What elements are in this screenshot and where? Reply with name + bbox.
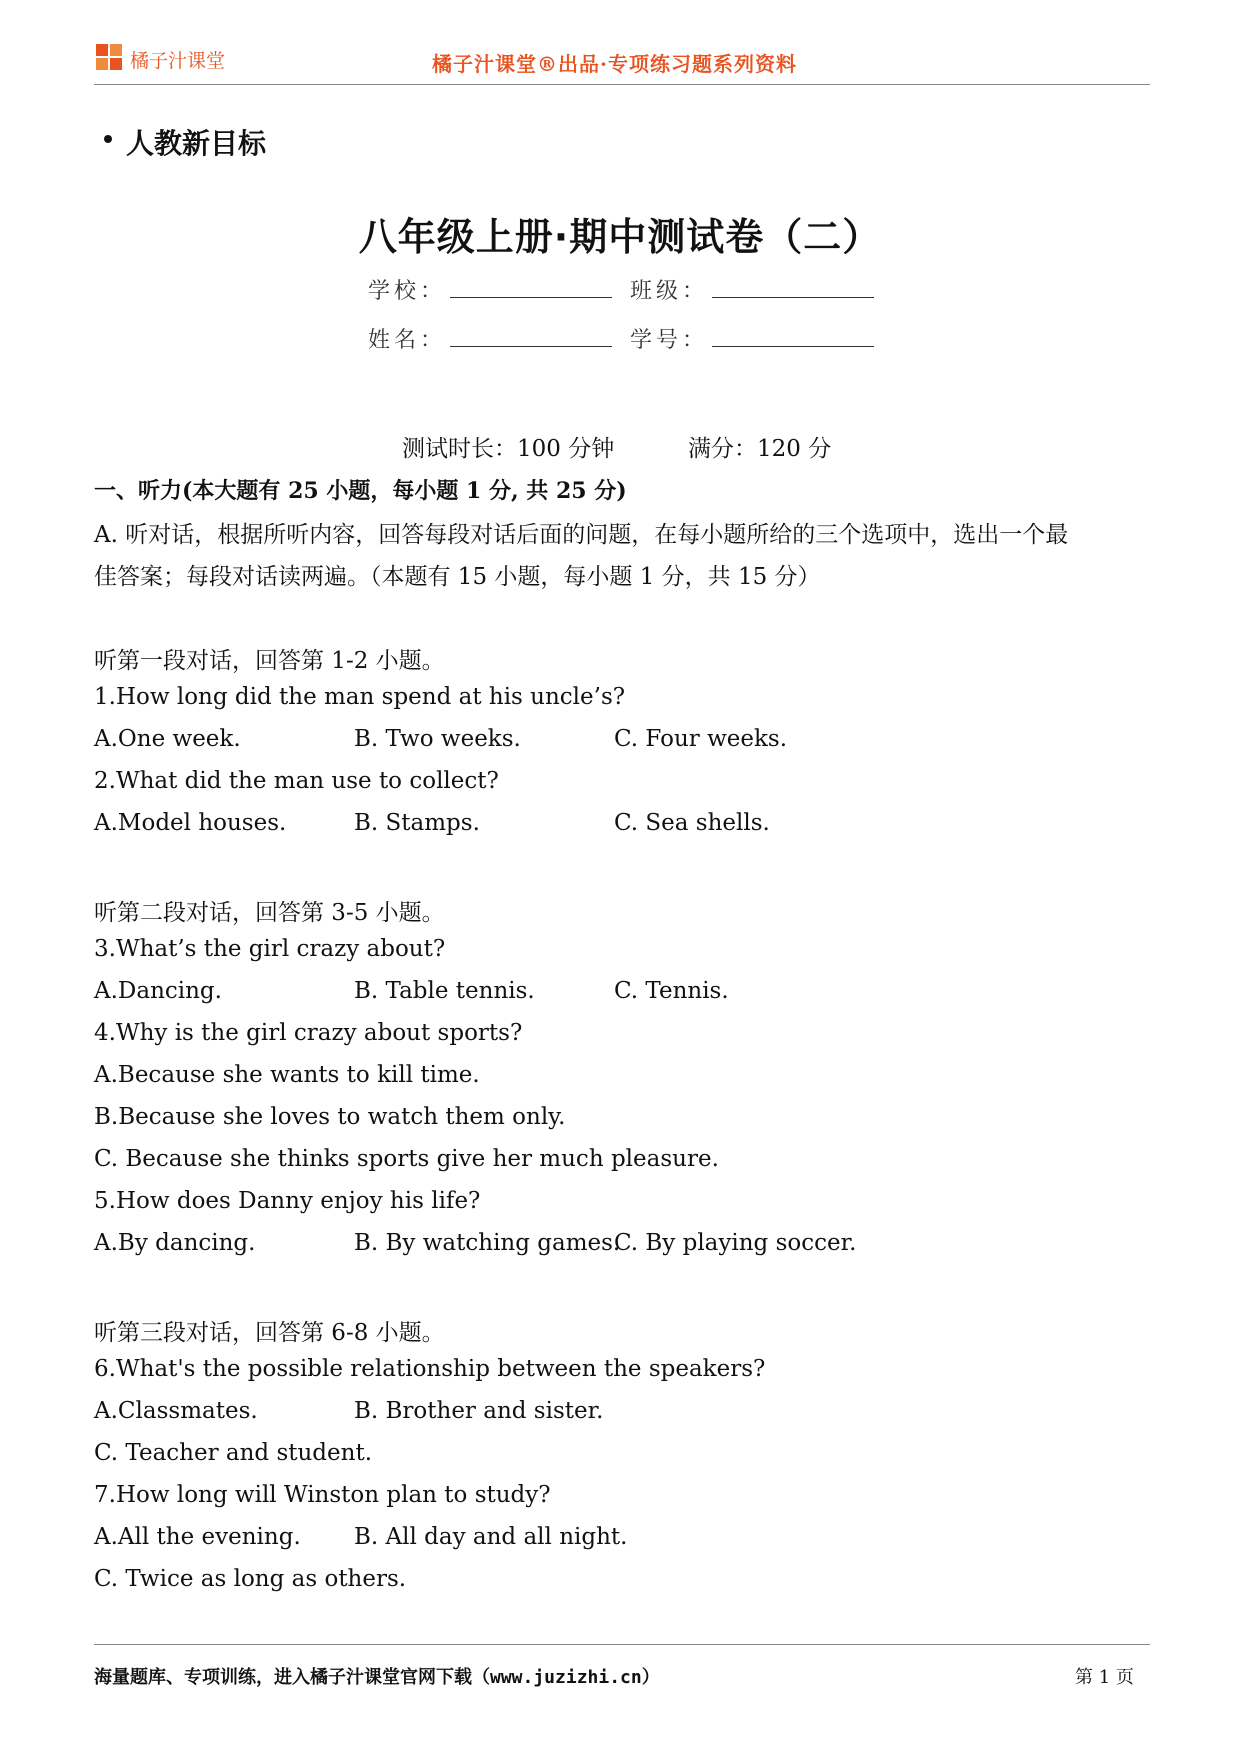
q7-option-b: B. All day and all night.	[354, 1524, 628, 1550]
q7-option-c: C. Twice as long as others.	[94, 1566, 407, 1592]
page-number: 第 1 页	[1075, 1667, 1134, 1688]
q1-option-a: A.One week.	[94, 726, 241, 752]
instruction-line-2: 佳答案；每段对话读两遍。（本题有 15 小题，每小题 1 分，共 15 分）	[94, 564, 821, 590]
bullet-icon	[104, 135, 112, 143]
question-2: 2.What did the man use to collect?	[94, 768, 499, 794]
q5-option-b: B. By watching games.	[354, 1230, 621, 1256]
q5-option-c: C. By playing soccer.	[614, 1230, 857, 1256]
q4-option-a: A.Because she wants to kill time.	[94, 1062, 480, 1088]
question-1: 1.How long did the man spend at his uncle’s?	[94, 684, 626, 710]
dialogue-2-intro: 听第二段对话，回答第 3-5 小题。	[94, 900, 445, 926]
q3-option-c: C. Tennis.	[614, 978, 729, 1004]
q5-option-a: A.By dancing.	[94, 1230, 256, 1256]
class-blank[interactable]	[712, 279, 874, 298]
publisher-tag-text: 人教新目标	[126, 127, 267, 160]
school-field	[368, 274, 612, 305]
student-id-label: 学号：	[630, 328, 709, 353]
test-duration: 测试时长：100 分钟	[402, 436, 615, 462]
section-heading: 一、听力(本大题有 25 小题，每小题 1 分, 共 25 分)	[94, 478, 627, 504]
q1-option-c: C. Four weeks.	[614, 726, 788, 752]
q7-option-a: A.All the evening.	[94, 1524, 301, 1550]
q1-option-b: B. Two weeks.	[354, 726, 521, 752]
q4-option-c: C. Because she thinks sports give her much pleasure.	[94, 1146, 719, 1172]
dialogue-1-intro: 听第一段对话，回答第 1-2 小题。	[94, 648, 445, 674]
q3-option-a: A.Dancing.	[94, 978, 222, 1004]
question-4: 4.Why is the girl crazy about sports?	[94, 1020, 523, 1046]
q3-option-b: B. Table tennis.	[354, 978, 535, 1004]
class-field	[630, 274, 874, 305]
dialogue-3-intro: 听第三段对话，回答第 6-8 小题。	[94, 1320, 445, 1346]
q2-option-b: B. Stamps.	[354, 810, 480, 836]
full-score: 满分：120 分	[688, 436, 832, 462]
header-title: 橘子汁课堂®出品·专项练习题系列资料	[432, 52, 797, 76]
page-title: 八年级上册·期中测试卷（二）	[358, 215, 882, 259]
question-3: 3.What’s the girl crazy about?	[94, 936, 446, 962]
footer-text: 海量题库、专项训练，进入橘子汁课堂官网下载（www.juzizhi.cn）	[94, 1667, 660, 1688]
q6-option-a: A.Classmates.	[94, 1398, 258, 1424]
student-id-field	[630, 323, 874, 354]
name-blank[interactable]	[450, 328, 612, 347]
q2-option-c: C. Sea shells.	[614, 810, 770, 836]
class-label: 班级：	[630, 279, 709, 304]
footer-divider	[94, 1644, 1150, 1645]
publisher-tag	[104, 122, 266, 162]
name-field	[368, 323, 612, 354]
question-7: 7.How long will Winston plan to study?	[94, 1482, 551, 1508]
school-blank[interactable]	[450, 279, 612, 298]
question-6: 6.What's the possible relationship between the speakers?	[94, 1356, 766, 1382]
brand-name: 橘子汁课堂	[130, 50, 226, 72]
q6-option-c: C. Teacher and student.	[94, 1440, 373, 1466]
header-divider	[94, 84, 1150, 85]
brand-logo-icon	[96, 44, 124, 72]
q6-option-b: B. Brother and sister.	[354, 1398, 604, 1424]
instruction-line-1: A. 听对话，根据所听内容，回答每段对话后面的问题，在每小题所给的三个选项中，选出一个最	[94, 522, 1069, 548]
question-5: 5.How does Danny enjoy his life?	[94, 1188, 481, 1214]
student-id-blank[interactable]	[712, 328, 874, 347]
q4-option-b: B.Because she loves to watch them only.	[94, 1104, 566, 1130]
name-label: 姓名：	[368, 328, 447, 353]
q2-option-a: A.Model houses.	[94, 810, 287, 836]
school-label: 学校：	[368, 279, 447, 304]
